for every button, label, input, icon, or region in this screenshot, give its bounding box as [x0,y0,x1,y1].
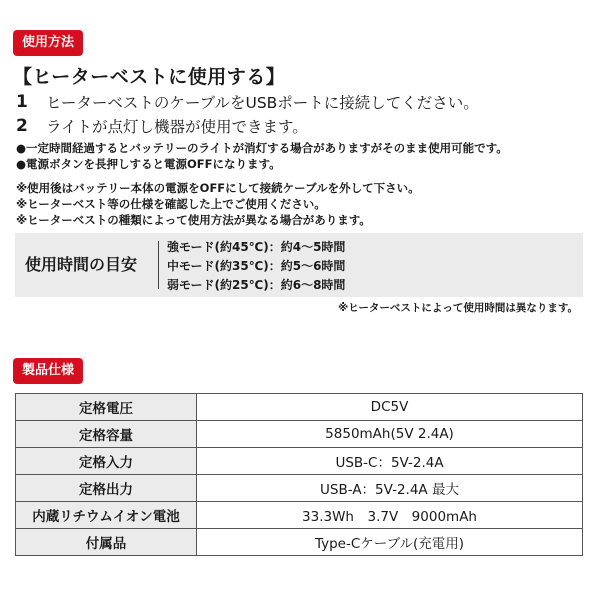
mode-strong: 強モード(約45℃)：約4～5時間 [167,240,346,254]
step-number: 1 [16,92,28,112]
step-2 [16,115,308,137]
spec-badge: 製品仕様 [13,358,83,384]
spec-key: 付属品 [16,529,197,556]
caution-note: ※ヒーターベストの種類によって使用方法が異なる場合があります。 [16,213,371,227]
spec-value: 33.3Wh 3.7V 9000mAh [197,502,583,529]
step-text: ヒーターベストのケーブルをUSBポートに接続してください。 [46,94,479,112]
table-row [16,502,583,529]
spec-table [15,393,583,556]
usage-time-list [167,238,345,295]
spec-key: 定格容量 [16,421,197,448]
caution-note: ※使用後はバッテリー本体の電源をOFFにして接続ケーブルを外して下さい。 [16,181,420,195]
bullet-note: ●電源ボタンを長押しすると電源OFFになります。 [16,157,281,171]
usage-time-footnote: ※ヒーターベストによって使用時間は異なります。 [338,302,578,314]
usage-time-label: 使用時間の目安 [25,255,138,274]
spec-key: 定格入力 [16,448,197,475]
bullet-note: ●一定時間経過するとバッテリーのライトが消灯する場合がありますがそのまま使用可能です。 [16,141,508,155]
table-row [16,421,583,448]
step-text: ライトが点灯し機器が使用できます。 [46,118,308,136]
usage-time-panel [15,233,583,297]
mode-weak: 弱モード(約25℃)：約6～8時間 [167,278,346,292]
table-row [16,448,583,475]
spec-key: 定格出力 [16,475,197,502]
spec-value: 5850mAh(5V 2.4A) [197,421,583,448]
divider [158,241,159,289]
step-1 [16,91,479,113]
usage-badge: 使用方法 [13,30,83,56]
spec-key: 定格電圧 [16,394,197,421]
mode-medium: 中モード(約35℃)：約5～6時間 [167,259,346,273]
usage-heading: 【ヒーターベストに使用する】 [13,66,286,88]
table-row [16,475,583,502]
step-number: 2 [16,116,28,136]
caution-note: ※ヒーターベスト等の仕様を確認した上でご使用ください。 [16,197,326,211]
spec-key: 内蔵リチウムイオン電池 [16,502,197,529]
spec-value: Type-Cケーブル(充電用) [197,529,583,556]
table-row [16,529,583,556]
spec-value: USB-A：5V-2.4A 最大 [197,475,583,502]
spec-value: USB-C：5V-2.4A [197,448,583,475]
table-row [16,394,583,421]
spec-value: DC5V [197,394,583,421]
